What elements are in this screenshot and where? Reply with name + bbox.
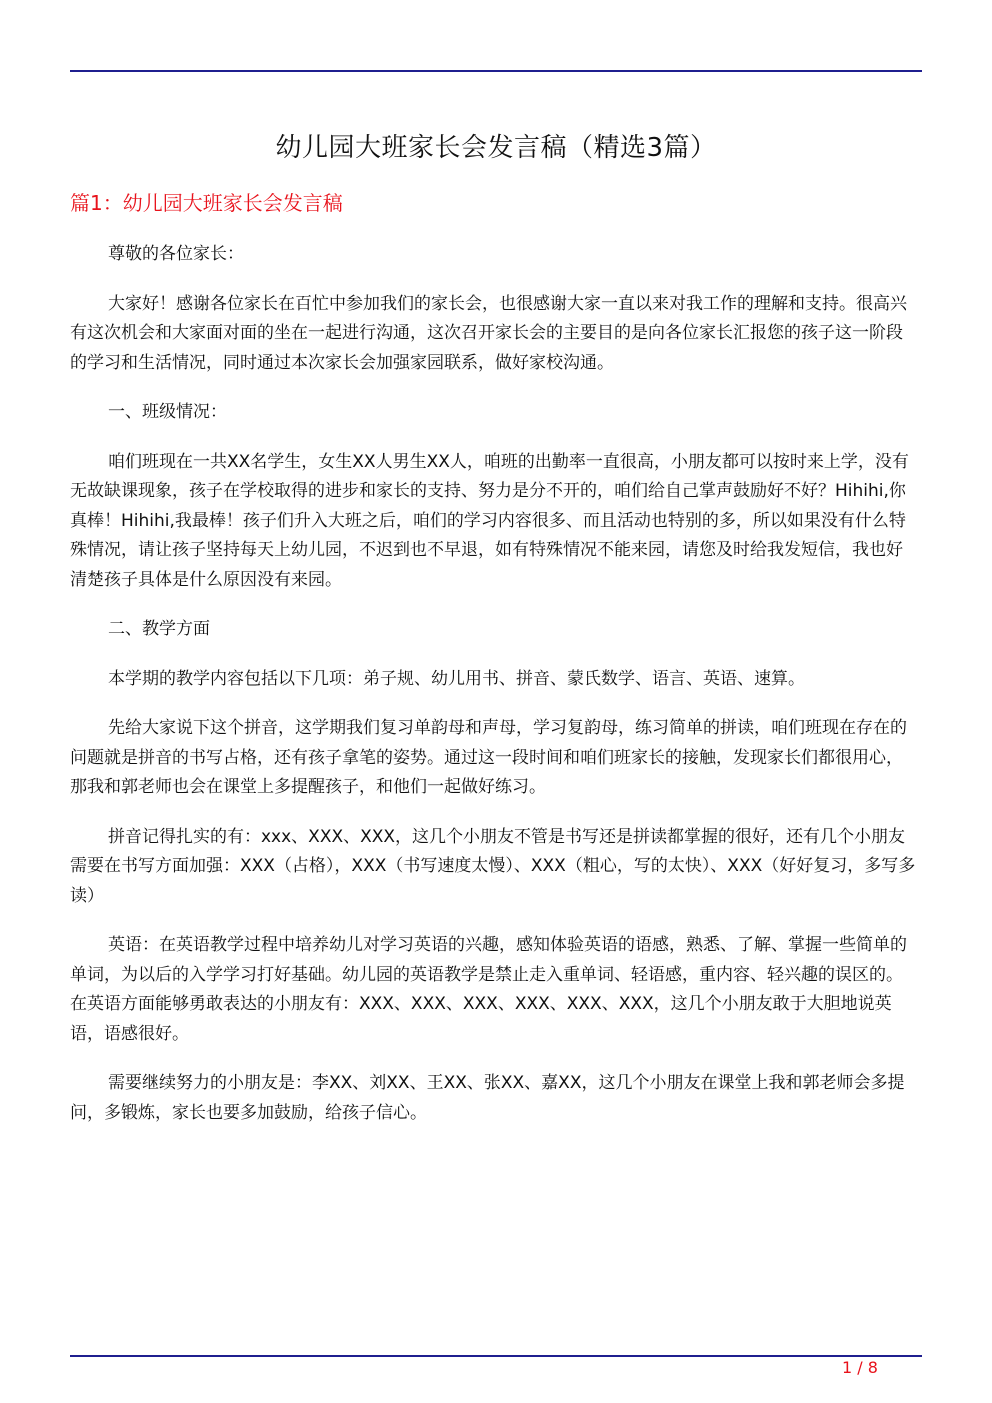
- document-title: 幼儿园大班家长会发言稿（精选3篇）: [275, 133, 717, 163]
- footer-rule: [70, 1355, 922, 1357]
- paragraph-class-heading: 一、班级情况：: [108, 402, 227, 422]
- paragraph-needs-effort: 需要继续努力的小朋友是：李XX、刘XX、王XX、张XX、嘉XX，这几个小朋友在课堂上我和郭老师会多提问，多锻炼，家长也要多加鼓励，给孩子信心。: [70, 1073, 905, 1123]
- paragraph-class-situation: 咱们班现在一共XX名学生，女生XX人男生XX人，咱班的出勤率一直很高，小朋友都可以按时来上学，没有无故缺课现象，孩子在学校取得的进步和家长的支持、努力是分不开的，咱们给自己掌声鼓励好不好？Hihihi,你真棒！Hihihi,我最棒！孩子们升入大班之后，咱们的学习内容很多、而且活动也特别的多，所以如果没有什么特殊情况，请让孩子坚持每天上幼儿园，不迟到也不早退，如有特殊情况不能来园，请您及时给我发短信，我也好清楚孩子具体是什么原因没有来园。: [70, 451, 909, 590]
- paragraph-teaching-heading: 二、教学方面: [108, 619, 210, 639]
- header-rule: [70, 70, 922, 72]
- document-body: [70, 240, 916, 1148]
- paragraph-pinyin: 先给大家说下这个拼音，这学期我们复习单韵母和声母，学习复韵母，练习简单的拼读，咱们班现在存在的问题就是拼音的书写占格，还有孩子拿笔的姿势。通过这一段时间和咱们班家长的接触，发现家长们都很用心，那我和郭老师也会在课堂上多提醒孩子，和他们一起做好练习。: [70, 718, 907, 797]
- page-number: 1 / 8: [842, 1358, 878, 1377]
- paragraph-intro: 大家好！感谢各位家长在百忙中参加我们的家长会，也很感谢大家一直以来对我工作的理解和支持。很高兴有这次机会和大家面对面的坐在一起进行沟通，这次召开家长会的主要目的是向各位家长汇报您的孩子这一阶段的学习和生活情况，同时通过本次家长会加强家园联系，做好家校沟通。: [70, 293, 907, 373]
- paragraph-greeting: 尊敬的各位家长：: [108, 244, 244, 264]
- section-heading: 篇1：幼儿园大班家长会发言稿: [70, 191, 343, 215]
- paragraph-pinyin-students: 拼音记得扎实的有：xxx、XXX、XXX，这几个小朋友不管是书写还是拼读都掌握的很好，还有几个小朋友需要在书写方面加强：XXX（占格），XXX（书写速度太慢）、XXX（粗心，写的太快）、XXX（好好复习，多写多读）: [70, 826, 916, 906]
- paragraph-english: 英语：在英语教学过程中培养幼儿对学习英语的兴趣，感知体验英语的语感，熟悉、了解、掌握一些简单的单词，为以后的入学学习打好基础。幼儿园的英语教学是禁止走入重单词、轻语感，重内容、轻兴趣的误区的。在英语方面能够勇敢表达的小朋友有：XXX、XXX、XXX、XXX、XXX、XXX，这几个小朋友敢于大胆地说英语，语感很好。: [70, 935, 907, 1044]
- paragraph-teaching-content: 本学期的教学内容包括以下几项：弟子规、幼儿用书、拼音、蒙氏数学、语言、英语、速算。: [108, 668, 805, 689]
